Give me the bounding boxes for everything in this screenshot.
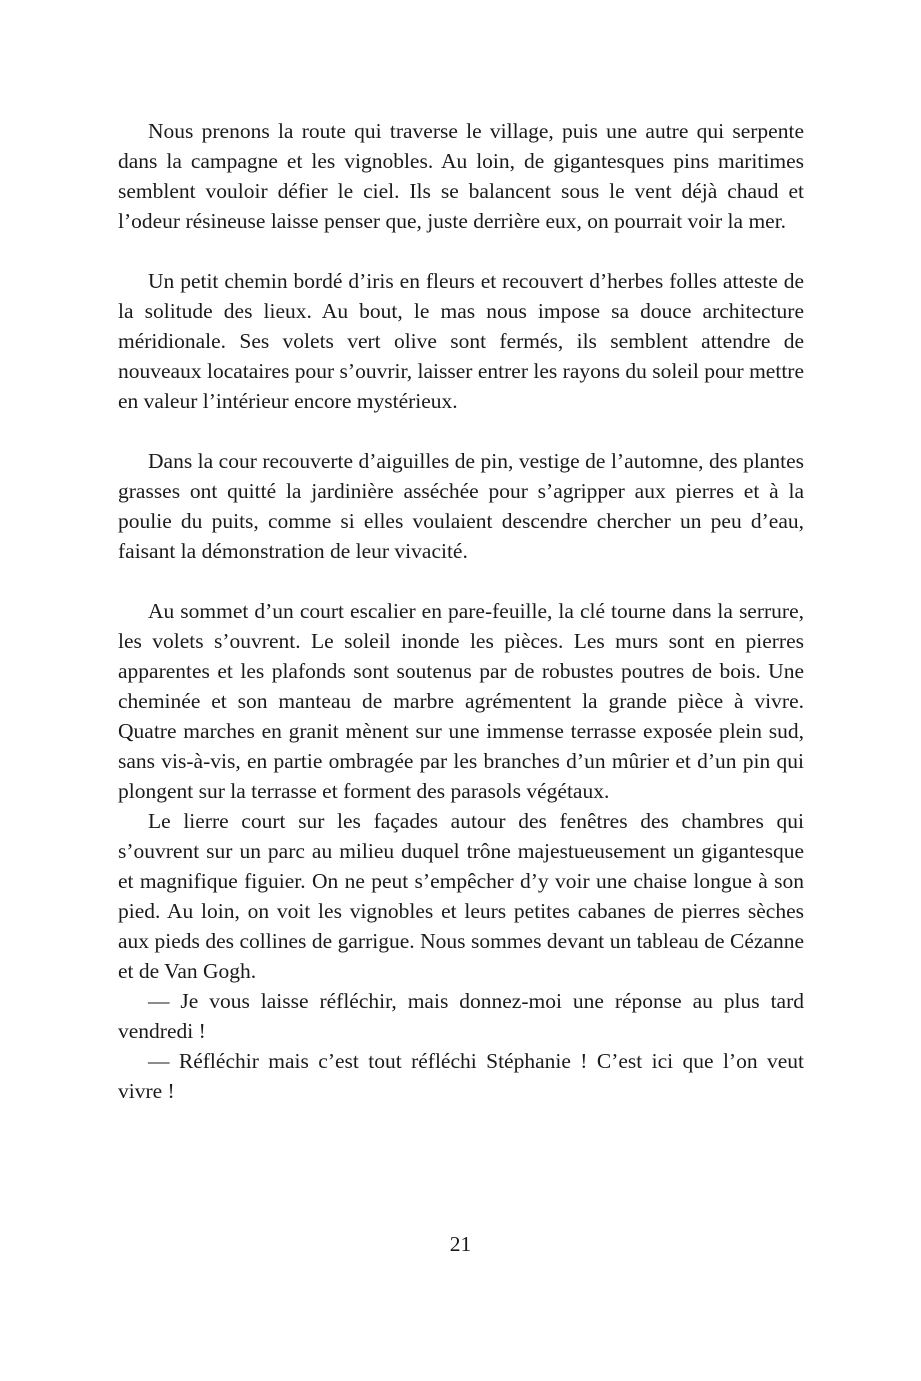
paragraph: Nous prenons la route qui traverse le village, puis une autre qui serpente dans la campagne et les vignobles. Au loin, de gigantesques pins maritimes semblent vouloir défier le ciel. Ils se balancent sous le vent déjà chaud et l’odeur résineuse laisse penser que, juste derrière eux, on pourrait voir la mer. bbox=[118, 119, 804, 233]
dialogue-line: — Réfléchir mais c’est tout réfléchi Stéphanie ! C’est ici que l’on veut vivre ! bbox=[118, 1049, 804, 1103]
paragraph: Le lierre court sur les façades autour des fenêtres des chambres qui s’ouvrent sur un parc au milieu duquel trône majestueusement un gigantesque et magnifique figuier. On ne peut s’empêcher d’y voir une chaise longue à son pied. Au loin, on voit les vignobles et leurs petites cabanes de pierres sèches aux pieds des collines de garrigue. Nous sommes devant un tableau de Cézanne et de Van Gogh. bbox=[118, 809, 804, 983]
paragraph: Dans la cour recouverte d’aiguilles de pin, vestige de l’automne, des plantes grasses ont quitté la jardinière asséchée pour s’agripper aux pierres et à la poulie du puits, comme si elles voulaient descendre chercher un peu d’eau, faisant la démonstration de leur vivacité. bbox=[118, 449, 804, 563]
page-body bbox=[118, 116, 804, 1106]
page-number: 21 bbox=[449, 1232, 472, 1256]
paragraph: Au sommet d’un court escalier en pare-feuille, la clé tourne dans la serrure, les volets s’ouvrent. Le soleil inonde les pièces. Les murs sont en pierres apparentes et les plafonds sont soutenus par de robustes poutres de bois. Une cheminée et son manteau de marbre agrémentent la grande pièce à vivre. Quatre marches en granit mènent sur une immense terrasse exposée plein sud, sans vis-à-vis, en partie ombragée par les branches d’un mûrier et d’un pin qui plongent sur la terrasse et forment des parasols végétaux. bbox=[118, 599, 804, 803]
paragraph: Un petit chemin bordé d’iris en fleurs et recouvert d’herbes folles atteste de la solitude des lieux. Au bout, le mas nous impose sa douce architecture méridionale. Ses volets vert olive sont fermés, ils semblent attendre de nouveaux locataires pour s’ouvrir, laisser entrer les rayons du soleil pour mettre en valeur l’intérieur encore mystérieux. bbox=[118, 269, 804, 413]
dialogue-line: — Je vous laisse réfléchir, mais donnez-moi une réponse au plus tard vendredi ! bbox=[118, 989, 804, 1043]
